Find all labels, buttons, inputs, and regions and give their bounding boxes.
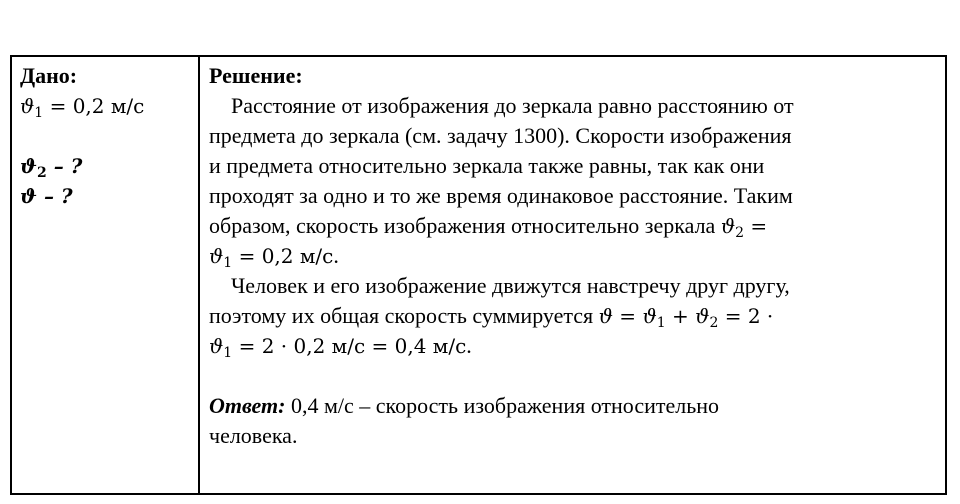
column-divider <box>198 57 200 493</box>
solution-heading: Решение: <box>209 63 303 88</box>
answer-label: Ответ: <box>209 393 286 418</box>
given-column <box>20 61 192 211</box>
answer-block <box>209 391 939 451</box>
solution-column <box>209 61 939 448</box>
solution-p2-line3: $ϑ_1 = 2 \cdot 0,2$ м/с = 0,4 м/с. <box>209 333 472 361</box>
solution-p1-line1: Расстояние от изображения до зеркала равно расстоянию от <box>231 93 794 118</box>
given-v2-unknown: $ϑ_2$ – ? <box>20 154 83 181</box>
solution-table <box>10 55 947 495</box>
formula-result: $ϑ_1 = 2 \cdot 0,2$ м/с = 0,4 м/с <box>209 334 467 361</box>
solution-p1-line3: и предмета относительно зеркала также равны, так как они <box>209 153 765 178</box>
solution-p1-line5: образом, скорость изображения относительно зеркала $ϑ_2$ = <box>209 213 768 241</box>
solution-p2-line1: Человек и его изображение движутся навстречу друг другу, <box>231 273 790 298</box>
given-heading: Дано: <box>20 63 78 88</box>
solution-p1-line4: проходят за одно и то же время одинаковое расстояние. Таким <box>209 183 793 208</box>
formula-v2: $ϑ_2$ = <box>720 214 768 241</box>
solution-p1-line6: $ϑ_1 = 0,2$ м/с. <box>209 243 339 271</box>
formula-sum: $ϑ = ϑ_1 + ϑ_2 = 2$ · <box>598 304 774 331</box>
formula-v1-value: $ϑ_1 = 0,2$ м/с <box>209 244 334 271</box>
given-v1: $ϑ_1 = 0,2$ м/с <box>20 94 145 121</box>
answer-line1: Ответ: 0,4 м/с – скорость изображения относительно <box>209 393 720 418</box>
solution-p2-line2: поэтому их общая скорость суммируется $ϑ = ϑ_1 + ϑ_2 = 2$ · <box>209 303 774 331</box>
solution-p1-line2: предмета до зеркала (см. задачу 1300). Скорости изображения <box>209 123 792 148</box>
given-spacer <box>20 121 192 151</box>
answer-line2: человека. <box>209 423 298 448</box>
given-v-unknown: ϑ – ? <box>20 184 73 208</box>
